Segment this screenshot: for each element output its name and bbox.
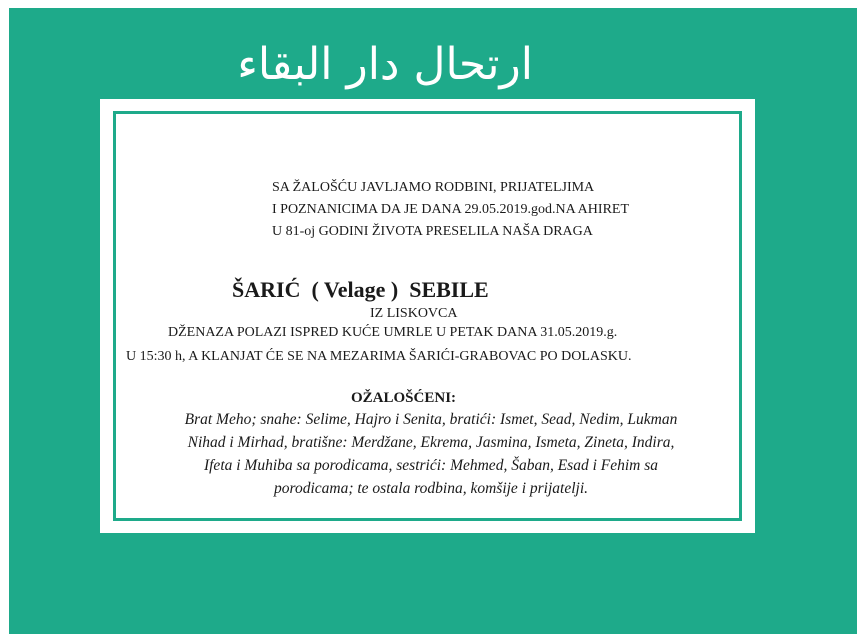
intro-text	[272, 177, 629, 243]
mourners-list	[113, 408, 749, 500]
deceased-name: ŠARIĆ ( Velage ) SEBILE	[232, 277, 489, 302]
mourners-line: Brat Meho; snahe: Selime, Hajro i Senita, bratići: Ismet, Sead, Nedim, Lukman	[184, 411, 678, 428]
mourners-heading: OŽALOŠĆENI:	[351, 390, 457, 406]
deceased-origin: IZ LISKOVCA	[370, 306, 458, 321]
funeral-details-line: U 15:30 h, A KLANJAT ĆE SE NA MEZARIMA ŠARIĆI-GRABOVAC PO DOLASKU.	[126, 349, 632, 364]
intro-line: I POZNANICIMA DA JE DANA 29.05.2019.god.NA AHIRET	[272, 202, 630, 217]
arabic-calligraphy-heading: ارتحال دار البقاء	[237, 39, 533, 90]
intro-line: U 81-oj GODINI ŽIVOTA PRESELILA NAŠA DRAGA	[272, 224, 593, 239]
mourners-line: Ifeta i Muhiba sa porodicama, sestrići: Mehmed, Šaban, Esad i Fehim sa	[203, 457, 659, 474]
mourners-line: Nihad i Mirhad, bratišne: Merdžane, Ekrema, Jasmina, Ismeta, Zineta, Indira,	[187, 434, 675, 451]
mourners-line: porodicama; te ostala rodbina, komšije i prijatelji.	[274, 480, 588, 497]
funeral-details-line: DŽENAZA POLAZI ISPRED KUĆE UMRLE U PETAK DANA 31.05.2019.g.	[168, 325, 618, 340]
intro-line: SA ŽALOŠĆU JAVLJAMO RODBINI, PRIJATELJIMA	[272, 180, 595, 195]
